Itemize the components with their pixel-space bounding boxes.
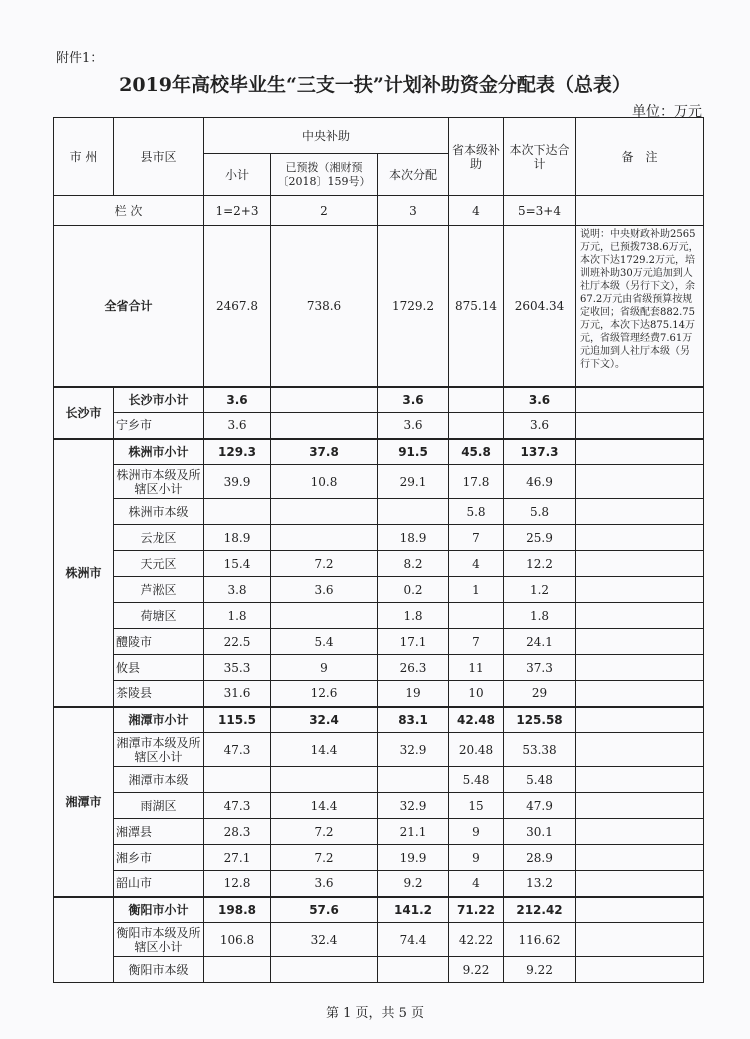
table-row (54, 871, 704, 897)
county-cell: 株洲市本级及所辖区小计 (114, 465, 204, 499)
header-remarks: 备 注 (576, 118, 704, 196)
province-total: 2604.34 (504, 226, 576, 387)
cell-total: 9.22 (504, 957, 576, 983)
cell-provincial (449, 413, 504, 439)
cell-subtotal: 129.3 (204, 439, 271, 465)
county-cell: 株洲市小计 (114, 439, 204, 465)
index-label: 栏 次 (54, 196, 204, 226)
table-row (54, 845, 704, 871)
cell-remarks (576, 923, 704, 957)
cell-this-alloc: 9.2 (378, 871, 449, 897)
cell-subtotal: 47.3 (204, 733, 271, 767)
cell-this-alloc: 3.6 (378, 413, 449, 439)
cell-subtotal: 12.8 (204, 871, 271, 897)
province-this-alloc: 1729.2 (378, 226, 449, 387)
cell-this-alloc: 26.3 (378, 655, 449, 681)
cell-remarks (576, 957, 704, 983)
cell-provincial: 5.8 (449, 499, 504, 525)
cell-remarks (576, 577, 704, 603)
county-cell: 湘潭市本级及所辖区小计 (114, 733, 204, 767)
county-cell: 湘潭县 (114, 819, 204, 845)
cell-prepaid: 5.4 (271, 629, 378, 655)
cell-prepaid: 14.4 (271, 733, 378, 767)
header-county: 县市区 (114, 118, 204, 196)
county-cell: 湘潭市小计 (114, 707, 204, 733)
county-cell: 湘乡市 (114, 845, 204, 871)
cell-subtotal: 39.9 (204, 465, 271, 499)
cell-total: 1.2 (504, 577, 576, 603)
cell-prepaid (271, 525, 378, 551)
table-row (54, 577, 704, 603)
cell-total: 46.9 (504, 465, 576, 499)
cell-this-alloc: 21.1 (378, 819, 449, 845)
index-c5: 5=3+4 (504, 196, 576, 226)
cell-total: 212.42 (504, 897, 576, 923)
cell-total: 30.1 (504, 819, 576, 845)
cell-remarks (576, 793, 704, 819)
cell-total: 116.62 (504, 923, 576, 957)
cell-remarks (576, 439, 704, 465)
cell-prepaid (271, 767, 378, 793)
cell-total: 3.6 (504, 387, 576, 413)
table-row (54, 439, 704, 465)
cell-subtotal: 27.1 (204, 845, 271, 871)
cell-provincial: 7 (449, 525, 504, 551)
table-row (54, 681, 704, 707)
cell-provincial: 1 (449, 577, 504, 603)
cell-remarks (576, 767, 704, 793)
cell-provincial: 20.48 (449, 733, 504, 767)
county-cell: 衡阳市本级及所辖区小计 (114, 923, 204, 957)
table-row (54, 387, 704, 413)
cell-prepaid (271, 499, 378, 525)
cell-provincial: 4 (449, 551, 504, 577)
cell-total: 29 (504, 681, 576, 707)
cell-prepaid: 12.6 (271, 681, 378, 707)
county-cell: 宁乡市 (114, 413, 204, 439)
cell-subtotal (204, 499, 271, 525)
cell-subtotal: 106.8 (204, 923, 271, 957)
index-c3: 3 (378, 196, 449, 226)
table-row (54, 551, 704, 577)
cell-remarks (576, 819, 704, 845)
cell-total: 47.9 (504, 793, 576, 819)
cell-subtotal (204, 957, 271, 983)
cell-total: 1.8 (504, 603, 576, 629)
table-row (54, 629, 704, 655)
cell-prepaid: 3.6 (271, 871, 378, 897)
cell-total: 125.58 (504, 707, 576, 733)
cell-remarks (576, 413, 704, 439)
table-row (54, 655, 704, 681)
table-row (54, 819, 704, 845)
cell-remarks (576, 871, 704, 897)
county-cell: 芦淞区 (114, 577, 204, 603)
cell-this-alloc: 17.1 (378, 629, 449, 655)
header-total: 本次下达合计 (504, 118, 576, 196)
county-cell: 韶山市 (114, 871, 204, 897)
cell-subtotal: 3.8 (204, 577, 271, 603)
cell-this-alloc: 19.9 (378, 845, 449, 871)
cell-this-alloc: 1.8 (378, 603, 449, 629)
county-cell: 雨湖区 (114, 793, 204, 819)
page-footer: 第 1 页，共 5 页 (325, 1006, 425, 1021)
cell-subtotal: 115.5 (204, 707, 271, 733)
index-remarks (576, 196, 704, 226)
cell-this-alloc (378, 957, 449, 983)
cell-remarks (576, 655, 704, 681)
cell-prepaid: 7.2 (271, 551, 378, 577)
city-cell: 长沙市 (54, 387, 114, 439)
cell-provincial: 71.22 (449, 897, 504, 923)
cell-this-alloc: 32.9 (378, 793, 449, 819)
cell-this-alloc: 3.6 (378, 387, 449, 413)
province-note: 说明：中央财政补助2565万元，已预拨738.6万元，本次下达1729.2万元，培训班补助30万元追加到人社厅本级（另行下文），余67.2万元由省级预算按规定收回；省级配套882.75万元，本次下达875.14万元，省级管理经费7.61万元追加到人社厅本级（另行下文）。 (576, 226, 704, 387)
table-row (54, 733, 704, 767)
cell-this-alloc: 8.2 (378, 551, 449, 577)
county-cell: 云龙区 (114, 525, 204, 551)
cell-provincial (449, 603, 504, 629)
county-cell: 攸县 (114, 655, 204, 681)
cell-prepaid: 37.8 (271, 439, 378, 465)
header-this-alloc: 本次分配 (378, 154, 449, 196)
table-row (54, 897, 704, 923)
cell-this-alloc: 91.5 (378, 439, 449, 465)
cell-prepaid (271, 387, 378, 413)
cell-prepaid (271, 957, 378, 983)
cell-remarks (576, 551, 704, 577)
province-total-label: 全省合计 (54, 226, 204, 387)
cell-remarks (576, 603, 704, 629)
table-row (54, 923, 704, 957)
cell-provincial: 10 (449, 681, 504, 707)
county-cell: 湘潭市本级 (114, 767, 204, 793)
cell-this-alloc (378, 767, 449, 793)
table-row (54, 603, 704, 629)
cell-this-alloc: 83.1 (378, 707, 449, 733)
index-c4: 4 (449, 196, 504, 226)
cell-total: 53.38 (504, 733, 576, 767)
cell-total: 24.1 (504, 629, 576, 655)
cell-this-alloc: 19 (378, 681, 449, 707)
cell-remarks (576, 387, 704, 413)
cell-provincial: 42.22 (449, 923, 504, 957)
cell-remarks (576, 845, 704, 871)
document-title: 2019年高校毕业生“三支一扶”计划补助资金分配表（总表） (119, 74, 631, 96)
cell-provincial: 4 (449, 871, 504, 897)
cell-prepaid (271, 603, 378, 629)
cell-subtotal: 15.4 (204, 551, 271, 577)
cell-this-alloc: 0.2 (378, 577, 449, 603)
cell-prepaid: 32.4 (271, 707, 378, 733)
index-c2: 2 (271, 196, 378, 226)
city-cell (54, 897, 114, 983)
cell-remarks (576, 733, 704, 767)
county-cell: 衡阳市本级 (114, 957, 204, 983)
cell-remarks (576, 707, 704, 733)
allocation-table (53, 117, 704, 983)
cell-prepaid: 7.2 (271, 819, 378, 845)
cell-total: 137.3 (504, 439, 576, 465)
cell-subtotal: 35.3 (204, 655, 271, 681)
cell-provincial: 42.48 (449, 707, 504, 733)
header-provincial: 省本级补助 (449, 118, 504, 196)
cell-prepaid: 9 (271, 655, 378, 681)
county-cell: 荷塘区 (114, 603, 204, 629)
cell-provincial: 9 (449, 845, 504, 871)
cell-remarks (576, 897, 704, 923)
cell-provincial: 17.8 (449, 465, 504, 499)
cell-total: 28.9 (504, 845, 576, 871)
table-row (54, 465, 704, 499)
cell-total: 3.6 (504, 413, 576, 439)
cell-subtotal: 1.8 (204, 603, 271, 629)
cell-this-alloc: 32.9 (378, 733, 449, 767)
cell-subtotal: 3.6 (204, 387, 271, 413)
cell-total: 5.8 (504, 499, 576, 525)
cell-remarks (576, 465, 704, 499)
cell-total: 25.9 (504, 525, 576, 551)
county-cell: 茶陵县 (114, 681, 204, 707)
header-city: 市 州 (54, 118, 114, 196)
header-central: 中央补助 (204, 118, 449, 154)
county-cell: 醴陵市 (114, 629, 204, 655)
cell-subtotal: 47.3 (204, 793, 271, 819)
province-provincial: 875.14 (449, 226, 504, 387)
table-row (54, 767, 704, 793)
county-cell: 天元区 (114, 551, 204, 577)
county-cell: 长沙市小计 (114, 387, 204, 413)
county-cell: 株洲市本级 (114, 499, 204, 525)
cell-total: 13.2 (504, 871, 576, 897)
cell-prepaid: 7.2 (271, 845, 378, 871)
table-row (54, 499, 704, 525)
cell-provincial: 45.8 (449, 439, 504, 465)
cell-total: 37.3 (504, 655, 576, 681)
cell-subtotal: 22.5 (204, 629, 271, 655)
attachment-label: 附件1： (56, 51, 104, 66)
county-cell: 衡阳市小计 (114, 897, 204, 923)
cell-subtotal: 198.8 (204, 897, 271, 923)
province-subtotal: 2467.8 (204, 226, 271, 387)
cell-provincial: 11 (449, 655, 504, 681)
cell-prepaid (271, 413, 378, 439)
table-row (54, 525, 704, 551)
cell-subtotal: 31.6 (204, 681, 271, 707)
cell-provincial: 7 (449, 629, 504, 655)
cell-subtotal: 28.3 (204, 819, 271, 845)
cell-total: 12.2 (504, 551, 576, 577)
cell-this-alloc (378, 499, 449, 525)
header-prepaid: 已预拨（湘财预〔2018〕159号） (271, 154, 378, 196)
cell-prepaid: 3.6 (271, 577, 378, 603)
cell-provincial: 9 (449, 819, 504, 845)
cell-prepaid: 57.6 (271, 897, 378, 923)
cell-remarks (576, 629, 704, 655)
table-row (54, 707, 704, 733)
cell-prepaid: 32.4 (271, 923, 378, 957)
cell-subtotal: 3.6 (204, 413, 271, 439)
cell-this-alloc: 141.2 (378, 897, 449, 923)
city-cell: 株洲市 (54, 439, 114, 707)
cell-this-alloc: 74.4 (378, 923, 449, 957)
cell-provincial (449, 387, 504, 413)
cell-remarks (576, 681, 704, 707)
cell-remarks (576, 499, 704, 525)
table-row (54, 957, 704, 983)
cell-provincial: 9.22 (449, 957, 504, 983)
index-c1: 1=2+3 (204, 196, 271, 226)
cell-subtotal (204, 767, 271, 793)
city-cell: 湘潭市 (54, 707, 114, 897)
cell-total: 5.48 (504, 767, 576, 793)
cell-this-alloc: 29.1 (378, 465, 449, 499)
cell-provincial: 15 (449, 793, 504, 819)
cell-prepaid: 10.8 (271, 465, 378, 499)
table-row (54, 413, 704, 439)
header-subtotal: 小计 (204, 154, 271, 196)
cell-provincial: 5.48 (449, 767, 504, 793)
cell-subtotal: 18.9 (204, 525, 271, 551)
unit-label: 单位：万元 (632, 104, 702, 120)
cell-this-alloc: 18.9 (378, 525, 449, 551)
cell-remarks (576, 525, 704, 551)
cell-prepaid: 14.4 (271, 793, 378, 819)
province-prepaid: 738.6 (271, 226, 378, 387)
table-row (54, 793, 704, 819)
